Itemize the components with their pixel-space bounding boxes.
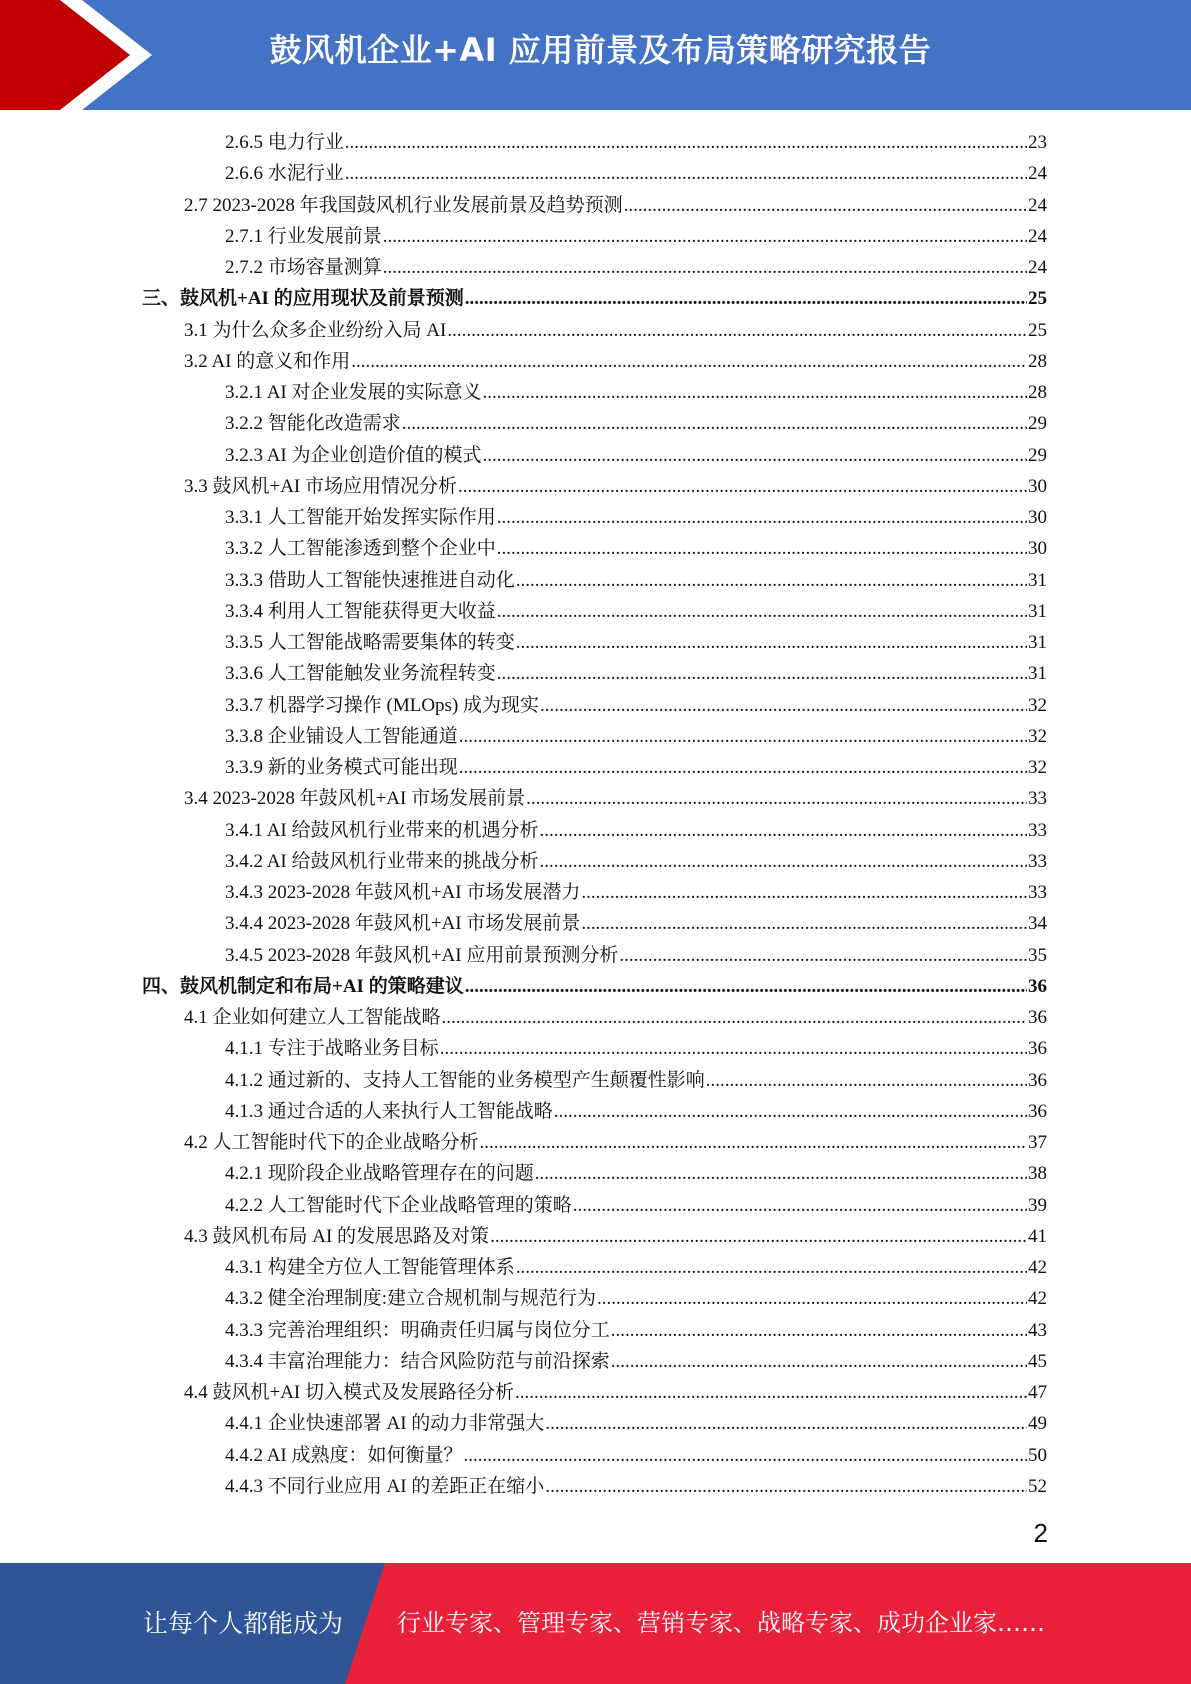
toc-entry-title: 3.4.4 2023-2028 年鼓风机+AI 市场发展前景 xyxy=(225,913,581,935)
toc-dot-leader xyxy=(573,1190,1027,1221)
toc-dot-leader xyxy=(581,908,1027,939)
toc-entry-title: 4.1.3 通过合适的人来执行人工智能战略 xyxy=(225,1100,553,1122)
toc-dot-leader xyxy=(465,971,1027,1002)
toc-dot-leader xyxy=(351,346,1027,377)
toc-entry-page: 36 xyxy=(1028,1038,1047,1060)
toc-entry-page: 49 xyxy=(1028,1413,1047,1435)
toc-entry-page: 29 xyxy=(1028,444,1047,466)
toc-entry-page: 35 xyxy=(1028,944,1047,966)
toc-entry-page: 33 xyxy=(1028,850,1047,872)
toc-entry[interactable] xyxy=(184,783,1047,814)
toc-dot-leader xyxy=(464,1440,1027,1471)
toc-entry-title: 3.2.3 AI 为企业创造价值的模式 xyxy=(225,444,482,466)
toc-entry-title: 3.4.5 2023-2028 年鼓风机+AI 应用前景预测分析 xyxy=(225,944,619,966)
toc-entry-page: 28 xyxy=(1028,350,1047,372)
toc-entry-title: 4.3.1 构建全方位人工智能管理体系 xyxy=(225,1257,515,1278)
toc-entry[interactable] xyxy=(225,908,1047,939)
toc-dot-leader xyxy=(611,1315,1027,1346)
toc-entry-page: 30 xyxy=(1028,507,1047,528)
toc-entry-title: 3.3.2 人工智能渗透到整个企业中 xyxy=(225,538,496,560)
toc-dot-leader xyxy=(458,471,1027,502)
toc-entry-title: 2.7.1 行业发展前景 xyxy=(225,225,382,247)
toc-dot-leader xyxy=(611,1346,1027,1377)
toc-entry-page: 33 xyxy=(1028,882,1047,903)
toc-entry-title: 三、鼓风机+AI 的应用现状及前景预测 xyxy=(142,288,464,310)
toc-entry-title: 3.3.9 新的业务模式可能出现 xyxy=(225,757,458,778)
toc-dot-leader xyxy=(447,315,1027,346)
toc-entry-title: 3.3.3 借助人工智能快速推进自动化 xyxy=(225,569,515,591)
toc-entry-page: 42 xyxy=(1028,1257,1047,1278)
toc-entry-page: 24 xyxy=(1028,257,1047,278)
toc-dot-leader xyxy=(624,190,1027,221)
toc-entry-page: 42 xyxy=(1028,1288,1047,1310)
toc-entry-title: 3.4.3 2023-2028 年鼓风机+AI 市场发展潜力 xyxy=(225,882,581,903)
toc-entry[interactable] xyxy=(142,971,1047,1002)
toc-entry-title: 3.4.2 AI 给鼓风机行业带来的挑战分析 xyxy=(225,850,539,872)
toc-entry-title: 4.2 人工智能时代下的企业战略分析 xyxy=(184,1132,479,1153)
toc-entry[interactable] xyxy=(225,1190,1047,1221)
toc-entry-title: 2.6.6 水泥行业 xyxy=(225,163,344,185)
toc-entry[interactable] xyxy=(142,283,1047,314)
toc-dot-leader xyxy=(497,533,1027,564)
toc-dot-leader xyxy=(345,158,1027,189)
toc-entry[interactable] xyxy=(225,377,1047,408)
toc-entry-page: 31 xyxy=(1028,632,1047,653)
toc-entry-page: 50 xyxy=(1028,1444,1047,1466)
toc-entry-page: 33 xyxy=(1028,819,1047,841)
toc-entry-title: 3.4.1 AI 给鼓风机行业带来的机遇分析 xyxy=(225,819,539,841)
toc-entry[interactable] xyxy=(184,1002,1047,1033)
toc-entry-page: 25 xyxy=(1028,288,1047,310)
footer-slogan-right: 行业专家、管理专家、营销专家、战略专家、成功企业家…… xyxy=(397,1609,1045,1637)
toc-entry-page: 36 xyxy=(1028,1007,1047,1028)
toc-entry-title: 3.3.5 人工智能战略需要集体的转变 xyxy=(225,632,515,653)
toc-entry-page: 29 xyxy=(1028,413,1047,435)
toc-entry[interactable] xyxy=(225,502,1047,533)
toc-dot-leader xyxy=(515,1377,1027,1408)
toc-dot-leader xyxy=(490,1221,1027,1252)
toc-entry-page: 52 xyxy=(1028,1475,1047,1497)
toc-entry[interactable] xyxy=(225,721,1047,752)
toc-entry-page: 32 xyxy=(1028,725,1047,747)
toc-entry-page: 36 xyxy=(1028,1100,1047,1122)
toc-dot-leader xyxy=(459,721,1027,752)
toc-dot-leader xyxy=(581,877,1027,908)
toc-entry[interactable] xyxy=(225,1315,1047,1346)
toc-dot-leader xyxy=(440,1033,1027,1064)
toc-dot-leader xyxy=(516,1252,1027,1283)
toc-dot-leader xyxy=(619,940,1027,971)
toc-dot-leader xyxy=(516,565,1027,596)
toc-dot-leader xyxy=(483,440,1027,471)
toc-entry-page: 43 xyxy=(1028,1319,1047,1341)
toc-entry[interactable] xyxy=(225,1158,1047,1189)
toc-entry-page: 24 xyxy=(1028,194,1047,216)
toc-entry[interactable] xyxy=(225,940,1047,971)
toc-dot-leader xyxy=(345,127,1027,158)
toc-entry-page: 32 xyxy=(1028,694,1047,716)
toc-entry-title: 4.2.2 人工智能时代下企业战略管理的策略 xyxy=(225,1194,572,1216)
toc-dot-leader xyxy=(497,658,1027,689)
toc-entry-page: 25 xyxy=(1028,319,1047,341)
header-banner xyxy=(0,0,1191,110)
toc-entry[interactable] xyxy=(184,190,1047,221)
toc-entry-page: 45 xyxy=(1028,1350,1047,1372)
toc-dot-leader xyxy=(483,377,1027,408)
footer-banner xyxy=(0,1563,1191,1684)
toc-entry[interactable] xyxy=(225,1033,1047,1064)
toc-entry[interactable] xyxy=(225,658,1047,689)
toc-entry-title: 4.1.1 专注于战略业务目标 xyxy=(225,1038,439,1060)
toc-entry[interactable] xyxy=(184,471,1047,502)
toc-entry-title: 3.3.7 机器学习操作 (MLOps) 成为现实 xyxy=(225,694,540,716)
toc-entry-page: 30 xyxy=(1028,475,1047,497)
toc-entry-title: 4.4.1 企业快速部署 AI 的动力非常强大 xyxy=(225,1413,545,1435)
toc-entry[interactable] xyxy=(184,346,1047,377)
toc-entry-title: 4.1 企业如何建立人工智能战略 xyxy=(184,1007,441,1028)
toc-entry[interactable] xyxy=(225,1065,1047,1096)
toc-entry[interactable] xyxy=(225,533,1047,564)
toc-entry[interactable] xyxy=(225,627,1047,658)
toc-entry[interactable] xyxy=(225,565,1047,596)
footer-slogan-left: 让每个人都能成为 xyxy=(143,1609,344,1638)
toc-entry[interactable] xyxy=(225,127,1047,158)
toc-entry-page: 31 xyxy=(1028,663,1047,685)
toc-entry-page: 28 xyxy=(1028,382,1047,403)
toc-entry[interactable] xyxy=(184,1127,1047,1158)
report-title: 鼓风机企业+AI 应用前景及布局策略研究报告 xyxy=(269,31,932,69)
toc-dot-leader xyxy=(383,221,1027,252)
toc-entry-title: 3.3.8 企业铺设人工智能通道 xyxy=(225,725,458,747)
toc-dot-leader xyxy=(540,815,1027,846)
toc-entry-title: 4.3.2 健全治理制度:建立合规机制与规范行为 xyxy=(225,1288,597,1310)
toc-entry-page: 31 xyxy=(1028,600,1047,622)
toc-dot-leader xyxy=(706,1065,1027,1096)
toc-dot-leader xyxy=(465,283,1027,314)
toc-entry-title: 4.4 鼓风机+AI 切入模式及发展路径分析 xyxy=(184,1382,515,1403)
toc-entry-title: 4.3 鼓风机布局 AI 的发展思路及对策 xyxy=(184,1225,490,1247)
toc-dot-leader xyxy=(554,1096,1027,1127)
toc-entry-page: 36 xyxy=(1028,975,1047,997)
toc-entry[interactable] xyxy=(225,815,1047,846)
toc-entry[interactable] xyxy=(225,1096,1047,1127)
toc-entry[interactable] xyxy=(225,158,1047,189)
toc-entry-title: 3.2.1 AI 对企业发展的实际意义 xyxy=(225,382,482,403)
toc-entry-title: 3.2 AI 的意义和作用 xyxy=(184,350,351,372)
toc-entry-title: 3.3.6 人工智能触发业务流程转变 xyxy=(225,663,496,685)
toc-entry-title: 3.3 鼓风机+AI 市场应用情况分析 xyxy=(184,475,458,497)
toc-entry-page: 31 xyxy=(1028,569,1047,591)
toc-entry[interactable] xyxy=(184,1377,1047,1408)
toc-dot-leader xyxy=(497,502,1027,533)
toc-entry-title: 4.4.2 AI 成熟度：如何衡量？ xyxy=(225,1444,463,1466)
toc-entry-title: 3.4 2023-2028 年鼓风机+AI 市场发展前景 xyxy=(184,788,526,810)
toc-dot-leader xyxy=(526,783,1027,814)
toc-entry-title: 3.3.4 利用人工智能获得更大收益 xyxy=(225,600,496,622)
toc-dot-leader xyxy=(442,1002,1027,1033)
toc-entry-page: 33 xyxy=(1028,788,1047,810)
toc-entry-title: 3.3.1 人工智能开始发挥实际作用 xyxy=(225,507,496,528)
toc-entry-page: 30 xyxy=(1028,538,1047,560)
toc-entry[interactable] xyxy=(225,1252,1047,1283)
toc-entry[interactable] xyxy=(225,877,1047,908)
toc-dot-leader xyxy=(535,1158,1027,1189)
toc-entry[interactable] xyxy=(225,1471,1047,1502)
toc-dot-leader xyxy=(545,1471,1027,1502)
toc-entry-title: 四、鼓风机制定和布局+AI 的策略建议 xyxy=(142,975,464,997)
toc-entry[interactable] xyxy=(184,315,1047,346)
toc-entry[interactable] xyxy=(184,1221,1047,1252)
toc-entry[interactable] xyxy=(225,408,1047,439)
toc-entry-page: 36 xyxy=(1028,1069,1047,1091)
toc-entry-title: 3.1 为什么众多企业纷纷入局 AI xyxy=(184,319,447,341)
toc-entry[interactable] xyxy=(225,440,1047,471)
toc-entry-title: 4.1.2 通过新的、支持人工智能的业务模型产生颠覆性影响 xyxy=(225,1069,705,1091)
toc-entry-page: 47 xyxy=(1028,1382,1047,1403)
toc-entry[interactable] xyxy=(225,1408,1047,1439)
toc-entry[interactable] xyxy=(225,752,1047,783)
toc-dot-leader xyxy=(383,252,1027,283)
toc-entry-page: 32 xyxy=(1028,757,1047,778)
toc-entry[interactable] xyxy=(225,1440,1047,1471)
toc-dot-leader xyxy=(497,596,1027,627)
page-number: 2 xyxy=(1033,1518,1048,1548)
toc-entry-page: 41 xyxy=(1028,1225,1047,1247)
toc-entry-title: 4.2.1 现阶段企业战略管理存在的问题 xyxy=(225,1163,534,1185)
toc-dot-leader xyxy=(597,1283,1027,1314)
toc-entry[interactable] xyxy=(225,846,1047,877)
toc-dot-leader xyxy=(402,408,1027,439)
toc-dot-leader xyxy=(480,1127,1027,1158)
toc-entry-page: 24 xyxy=(1028,225,1047,247)
toc-entry[interactable] xyxy=(225,596,1047,627)
toc-entry-title: 4.3.4 丰富治理能力：结合风险防范与前沿探索 xyxy=(225,1350,610,1372)
toc-entry-title: 3.2.2 智能化改造需求 xyxy=(225,413,401,435)
toc-entry-page: 38 xyxy=(1028,1163,1047,1185)
toc-entry-title: 4.3.3 完善治理组织：明确责任归属与岗位分工 xyxy=(225,1319,610,1341)
toc-dot-leader xyxy=(540,690,1027,721)
toc-entry[interactable] xyxy=(225,1283,1047,1314)
toc-dot-leader xyxy=(516,627,1027,658)
toc-entry-title: 4.4.3 不同行业应用 AI 的差距正在缩小 xyxy=(225,1475,545,1497)
toc-entry-page: 34 xyxy=(1028,913,1047,935)
toc-entry[interactable] xyxy=(225,1346,1047,1377)
toc-dot-leader xyxy=(545,1408,1027,1439)
toc-entry[interactable] xyxy=(225,221,1047,252)
toc-dot-leader xyxy=(540,846,1027,877)
toc-entry-title: 2.7.2 市场容量测算 xyxy=(225,257,382,278)
toc-entry-page: 39 xyxy=(1028,1194,1047,1216)
toc-entry-title: 2.7 2023-2028 年我国鼓风机行业发展前景及趋势预测 xyxy=(184,194,623,216)
toc-entry-page: 24 xyxy=(1028,163,1047,185)
toc-entry-page: 37 xyxy=(1028,1132,1047,1153)
toc-entry[interactable] xyxy=(225,252,1047,283)
toc-entry[interactable] xyxy=(225,690,1047,721)
toc-entry-page: 23 xyxy=(1028,132,1047,153)
toc-entry-title: 2.6.5 电力行业 xyxy=(225,132,344,153)
toc-dot-leader xyxy=(459,752,1027,783)
